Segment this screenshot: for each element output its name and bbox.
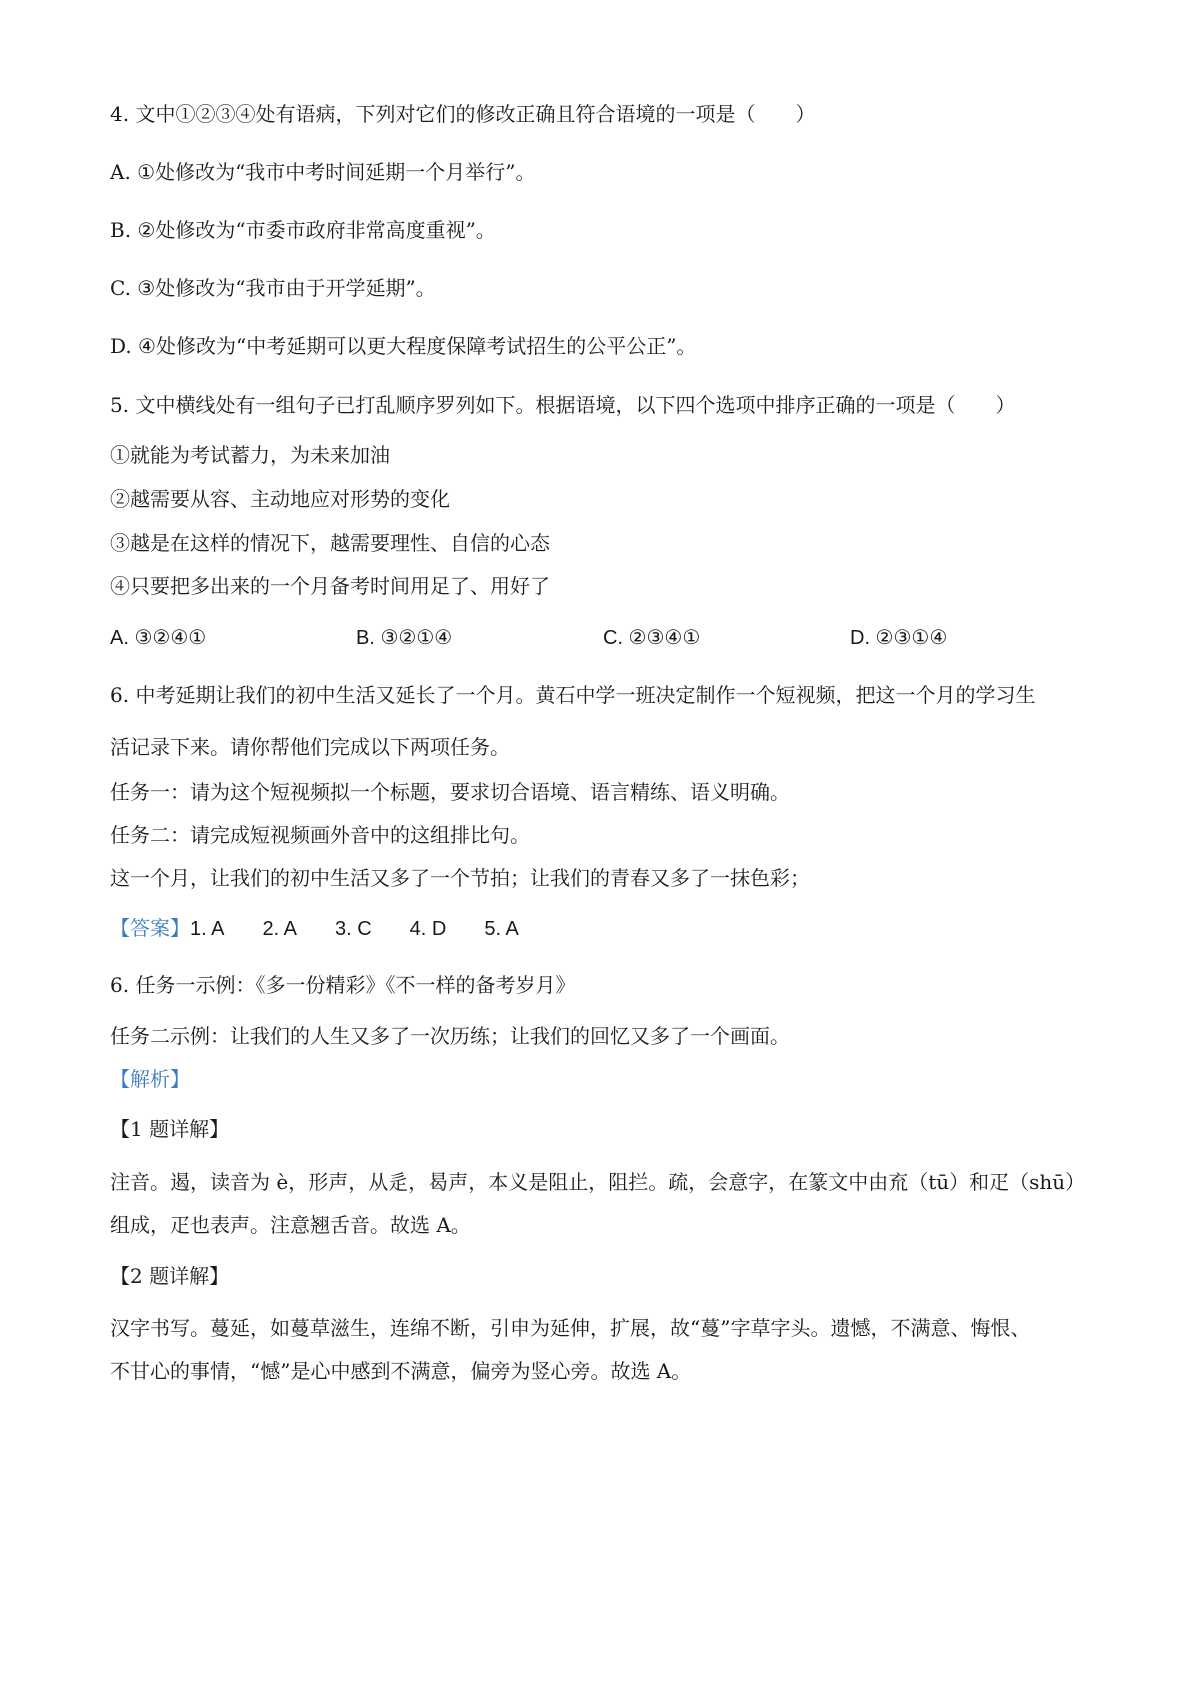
- answer-tag: 【答案】: [110, 916, 190, 940]
- detail-1-line2: 组成，疋也表声。注意翘舌音。故选 A。: [110, 1213, 471, 1237]
- answer-item: 5. A: [484, 918, 519, 940]
- analysis-tag: 【解析】: [110, 1067, 190, 1091]
- q5-sentence-4: ④只要把多出来的一个月备考时间用足了、用好了: [110, 574, 550, 598]
- answer-q6-line2: 任务二示例：让我们的人生又多了一次历练；让我们的回忆又多了一个画面。: [110, 1024, 790, 1048]
- answer-item: 1. A: [190, 918, 225, 940]
- q6-stem-line1: 6. 中考延期让我们的初中生活又延长了一个月。黄石中学一班决定制作一个短视频，把这一个月的学习生: [110, 683, 1036, 707]
- answer-line: [110, 914, 557, 943]
- answer-q6-line1: 6. 任务一示例：《多一份精彩》《不一样的备考岁月》: [110, 973, 576, 997]
- q5-option-b: B. ③②①④: [356, 627, 453, 649]
- answer-item: 3. C: [334, 918, 372, 940]
- q5-option-a: A. ③②④①: [110, 627, 207, 649]
- q4-option-c: C. ③处修改为“我市由于开学延期”。: [110, 276, 436, 300]
- q6-task1: 任务一：请为这个短视频拟一个标题，要求切合语境、语言精练、语义明确。: [110, 780, 790, 804]
- q6-prompt: 这一个月，让我们的初中生活又多了一个节拍；让我们的青春又多了一抹色彩；: [110, 866, 810, 890]
- q5-sentence-2: ②越需要从容、主动地应对形势的变化: [110, 487, 450, 511]
- q6-task2: 任务二：请完成短视频画外音中的这组排比句。: [110, 823, 530, 847]
- q5-option-c: C. ②③④①: [603, 627, 701, 649]
- answer-item: 2. A: [262, 918, 297, 940]
- q6-stem-line2: 活记录下来。请你帮他们完成以下两项任务。: [110, 735, 510, 759]
- detail-1-line1: 注音。遏，读音为 è，形声，从辵，曷声，本义是阻止，阻拦。疏，会意字，在篆文中由㐬（tū）和疋（shū）: [110, 1170, 1086, 1194]
- detail-1-title: 【1 题详解】: [110, 1117, 230, 1141]
- q5-stem: 5. 文中横线处有一组句子已打乱顺序罗列如下。根据语境，以下四个选项中排序正确的一项是（ ）: [110, 393, 1016, 417]
- detail-2-line1: 汉字书写。蔓延，如蔓草滋生，连绵不断，引申为延伸，扩展，故“蔓”字草字头。遗憾，不满意、悔恨、: [110, 1316, 1031, 1340]
- q4-option-d: D. ④处修改为“中考延期可以更大程度保障考试招生的公平公正”。: [110, 334, 697, 358]
- q4-option-a: A. ①处修改为“我市中考时间延期一个月举行”。: [110, 160, 536, 184]
- q5-sentence-3: ③越是在这样的情况下，越需要理性、自信的心态: [110, 531, 550, 555]
- answer-item: 4. D: [409, 918, 447, 940]
- detail-2-line2: 不甘心的事情，“憾”是心中感到不满意，偏旁为竖心旁。故选 A。: [110, 1359, 692, 1383]
- detail-2-title: 【2 题详解】: [110, 1264, 230, 1288]
- q4-option-b: B. ②处修改为“市委市政府非常高度重视”。: [110, 218, 496, 242]
- q5-sentence-1: ①就能为考试蓄力，为未来加油: [110, 443, 390, 467]
- q4-stem: 4. 文中①②③④处有语病，下列对它们的修改正确且符合语境的一项是（ ）: [110, 102, 816, 126]
- q5-option-d: D. ②③①④: [850, 627, 948, 649]
